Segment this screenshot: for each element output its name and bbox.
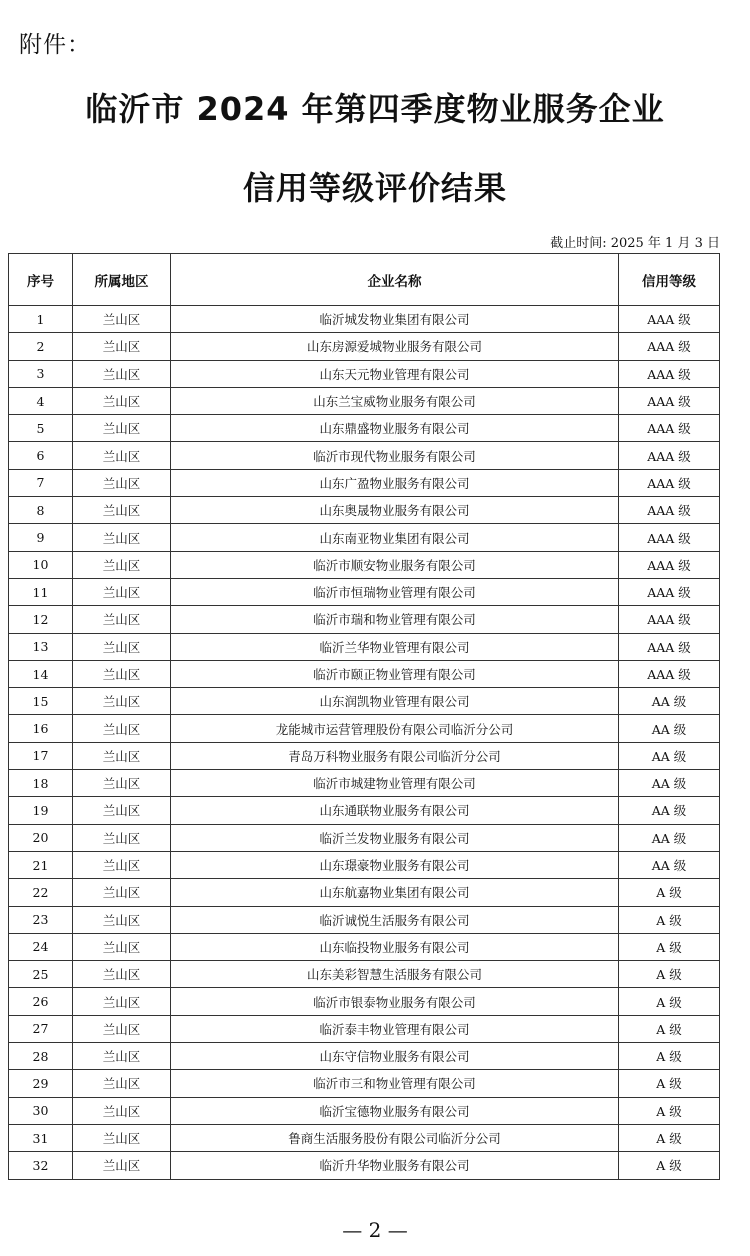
cell-region: 兰山区 [73, 660, 171, 687]
attachment-label: 附件： [19, 32, 91, 58]
cell-serial: 31 [9, 1124, 73, 1151]
cell-company: 山东房源爱城物业服务有限公司 [171, 333, 619, 360]
cell-region: 兰山区 [73, 633, 171, 660]
cell-rating: AA 级 [619, 824, 720, 851]
cell-region: 兰山区 [73, 715, 171, 742]
cell-rating: AAA 级 [619, 606, 720, 633]
table-row [9, 1152, 720, 1179]
cell-region: 兰山区 [73, 851, 171, 878]
table-row [9, 551, 720, 578]
cell-rating: AAA 级 [619, 551, 720, 578]
document-title-line-2: 信用等级评价结果 [242, 169, 507, 207]
header-company: 企业名称 [171, 254, 619, 306]
cell-serial: 18 [9, 770, 73, 797]
table-row [9, 469, 720, 496]
cell-serial: 22 [9, 879, 73, 906]
table-row [9, 660, 720, 687]
cell-company: 山东璟豪物业服务有限公司 [171, 851, 619, 878]
cell-region: 兰山区 [73, 524, 171, 551]
cell-rating: AAA 级 [619, 360, 720, 387]
table-row [9, 578, 720, 605]
cell-company: 临沂市三和物业管理有限公司 [171, 1070, 619, 1097]
table-row [9, 387, 720, 414]
cell-region: 兰山区 [73, 988, 171, 1015]
cell-company: 临沂兰华物业管理有限公司 [171, 633, 619, 660]
cell-company: 山东鼎盛物业服务有限公司 [171, 415, 619, 442]
table-row [9, 442, 720, 469]
cell-region: 兰山区 [73, 961, 171, 988]
cell-serial: 14 [9, 660, 73, 687]
cell-region: 兰山区 [73, 1152, 171, 1179]
cell-rating: A 级 [619, 933, 720, 960]
cell-region: 兰山区 [73, 442, 171, 469]
cell-region: 兰山区 [73, 306, 171, 333]
cell-company: 临沂兰发物业服务有限公司 [171, 824, 619, 851]
cell-region: 兰山区 [73, 797, 171, 824]
cell-region: 兰山区 [73, 824, 171, 851]
table-row [9, 524, 720, 551]
cell-company: 临沂泰丰物业管理有限公司 [171, 1015, 619, 1042]
cell-company: 山东临投物业服务有限公司 [171, 933, 619, 960]
cell-serial: 25 [9, 961, 73, 988]
header-serial: 序号 [9, 254, 73, 306]
cell-region: 兰山区 [73, 360, 171, 387]
cell-serial: 19 [9, 797, 73, 824]
cell-region: 兰山区 [73, 551, 171, 578]
cell-rating: AAA 级 [619, 633, 720, 660]
cell-rating: AAA 级 [619, 578, 720, 605]
table-row [9, 1070, 720, 1097]
cell-serial: 29 [9, 1070, 73, 1097]
table-row [9, 1124, 720, 1151]
cell-company: 临沂市现代物业服务有限公司 [171, 442, 619, 469]
cell-serial: 26 [9, 988, 73, 1015]
cell-company: 临沂升华物业服务有限公司 [171, 1152, 619, 1179]
cell-serial: 28 [9, 1043, 73, 1070]
cell-serial: 12 [9, 606, 73, 633]
cell-region: 兰山区 [73, 606, 171, 633]
cell-serial: 17 [9, 742, 73, 769]
cell-company: 临沂市银泰物业服务有限公司 [171, 988, 619, 1015]
header-rating: 信用等级 [619, 254, 720, 306]
cell-rating: AA 级 [619, 688, 720, 715]
cell-rating: AA 级 [619, 797, 720, 824]
cutoff-date: 截止时间: 2025 年 1 月 3 日 [550, 236, 720, 251]
cell-rating: AAA 级 [619, 415, 720, 442]
cell-region: 兰山区 [73, 578, 171, 605]
cell-rating: AA 级 [619, 770, 720, 797]
cell-serial: 9 [9, 524, 73, 551]
cell-company: 鲁商生活服务股份有限公司临沂分公司 [171, 1124, 619, 1151]
cell-serial: 20 [9, 824, 73, 851]
table-row [9, 360, 720, 387]
cell-serial: 16 [9, 715, 73, 742]
cell-rating: A 级 [619, 1043, 720, 1070]
cell-serial: 11 [9, 578, 73, 605]
cell-serial: 30 [9, 1097, 73, 1124]
cell-company: 山东通联物业服务有限公司 [171, 797, 619, 824]
cell-serial: 2 [9, 333, 73, 360]
cell-company: 临沂市城建物业管理有限公司 [171, 770, 619, 797]
cell-serial: 24 [9, 933, 73, 960]
cell-company: 山东天元物业管理有限公司 [171, 360, 619, 387]
cell-serial: 27 [9, 1015, 73, 1042]
cell-company: 山东守信物业服务有限公司 [171, 1043, 619, 1070]
cell-company: 山东航嘉物业集团有限公司 [171, 879, 619, 906]
cell-region: 兰山区 [73, 1070, 171, 1097]
table-row [9, 797, 720, 824]
cell-region: 兰山区 [73, 387, 171, 414]
cell-company: 临沂市顺安物业服务有限公司 [171, 551, 619, 578]
table-row [9, 879, 720, 906]
cell-company: 临沂诚悦生活服务有限公司 [171, 906, 619, 933]
cell-company: 山东南亚物业集团有限公司 [171, 524, 619, 551]
page-number: — 2 — [342, 1218, 408, 1242]
cell-rating: A 级 [619, 1097, 720, 1124]
cell-company: 临沂城发物业集团有限公司 [171, 306, 619, 333]
cell-rating: AAA 级 [619, 333, 720, 360]
cell-serial: 3 [9, 360, 73, 387]
cell-serial: 7 [9, 469, 73, 496]
cell-rating: AAA 级 [619, 660, 720, 687]
table-row [9, 306, 720, 333]
cell-region: 兰山区 [73, 770, 171, 797]
table-row [9, 770, 720, 797]
cell-serial: 23 [9, 906, 73, 933]
table-row [9, 824, 720, 851]
cell-rating: AAA 级 [619, 442, 720, 469]
cell-rating: A 级 [619, 879, 720, 906]
document-title-line-1: 临沂市 2024 年第四季度物业服务企业 [85, 90, 665, 128]
cell-region: 兰山区 [73, 1097, 171, 1124]
cell-region: 兰山区 [73, 469, 171, 496]
cell-serial: 4 [9, 387, 73, 414]
cell-rating: AA 级 [619, 715, 720, 742]
table-row [9, 933, 720, 960]
table-row [9, 333, 720, 360]
cell-region: 兰山区 [73, 497, 171, 524]
cell-rating: A 级 [619, 988, 720, 1015]
cell-company: 山东广盈物业服务有限公司 [171, 469, 619, 496]
cell-company: 临沂宝德物业服务有限公司 [171, 1097, 619, 1124]
cell-company: 山东兰宝威物业服务有限公司 [171, 387, 619, 414]
cell-rating: AA 级 [619, 742, 720, 769]
table-row [9, 415, 720, 442]
cell-serial: 10 [9, 551, 73, 578]
cell-rating: AAA 级 [619, 524, 720, 551]
cell-company: 龙能城市运营管理股份有限公司临沂分公司 [171, 715, 619, 742]
cell-company: 山东美彩智慧生活服务有限公司 [171, 961, 619, 988]
cell-company: 临沂市瑞和物业管理有限公司 [171, 606, 619, 633]
cell-region: 兰山区 [73, 415, 171, 442]
cell-serial: 13 [9, 633, 73, 660]
cell-region: 兰山区 [73, 688, 171, 715]
cell-company: 临沂市颐正物业管理有限公司 [171, 660, 619, 687]
cell-serial: 8 [9, 497, 73, 524]
table-row [9, 906, 720, 933]
cell-rating: AAA 级 [619, 387, 720, 414]
table-row [9, 715, 720, 742]
cell-serial: 21 [9, 851, 73, 878]
cell-rating: AAA 级 [619, 306, 720, 333]
cell-rating: A 级 [619, 1152, 720, 1179]
cell-rating: A 级 [619, 1070, 720, 1097]
cell-rating: A 级 [619, 1124, 720, 1151]
cell-region: 兰山区 [73, 1124, 171, 1151]
cell-region: 兰山区 [73, 906, 171, 933]
table-row [9, 1043, 720, 1070]
cell-serial: 1 [9, 306, 73, 333]
cell-region: 兰山区 [73, 1043, 171, 1070]
cell-serial: 5 [9, 415, 73, 442]
cell-region: 兰山区 [73, 333, 171, 360]
cell-rating: A 级 [619, 1015, 720, 1042]
table-row [9, 851, 720, 878]
cell-company: 山东润凯物业管理有限公司 [171, 688, 619, 715]
cell-serial: 15 [9, 688, 73, 715]
cell-region: 兰山区 [73, 742, 171, 769]
cell-rating: AAA 级 [619, 497, 720, 524]
table-row [9, 988, 720, 1015]
cell-rating: A 级 [619, 961, 720, 988]
table-header-row [9, 254, 720, 306]
cell-rating: A 级 [619, 906, 720, 933]
cell-serial: 6 [9, 442, 73, 469]
cell-serial: 32 [9, 1152, 73, 1179]
cell-region: 兰山区 [73, 879, 171, 906]
credit-rating-table [8, 253, 720, 1180]
header-region: 所属地区 [73, 254, 171, 306]
table-row [9, 633, 720, 660]
cell-region: 兰山区 [73, 933, 171, 960]
table-row [9, 961, 720, 988]
cell-rating: AA 级 [619, 851, 720, 878]
table-row [9, 688, 720, 715]
cell-company: 青岛万科物业服务有限公司临沂分公司 [171, 742, 619, 769]
table-row [9, 1015, 720, 1042]
cell-company: 临沂市恒瑞物业管理有限公司 [171, 578, 619, 605]
table-row [9, 606, 720, 633]
table-row [9, 1097, 720, 1124]
table-row [9, 742, 720, 769]
table-row [9, 497, 720, 524]
cell-region: 兰山区 [73, 1015, 171, 1042]
cell-rating: AAA 级 [619, 469, 720, 496]
cell-company: 山东奥晟物业服务有限公司 [171, 497, 619, 524]
